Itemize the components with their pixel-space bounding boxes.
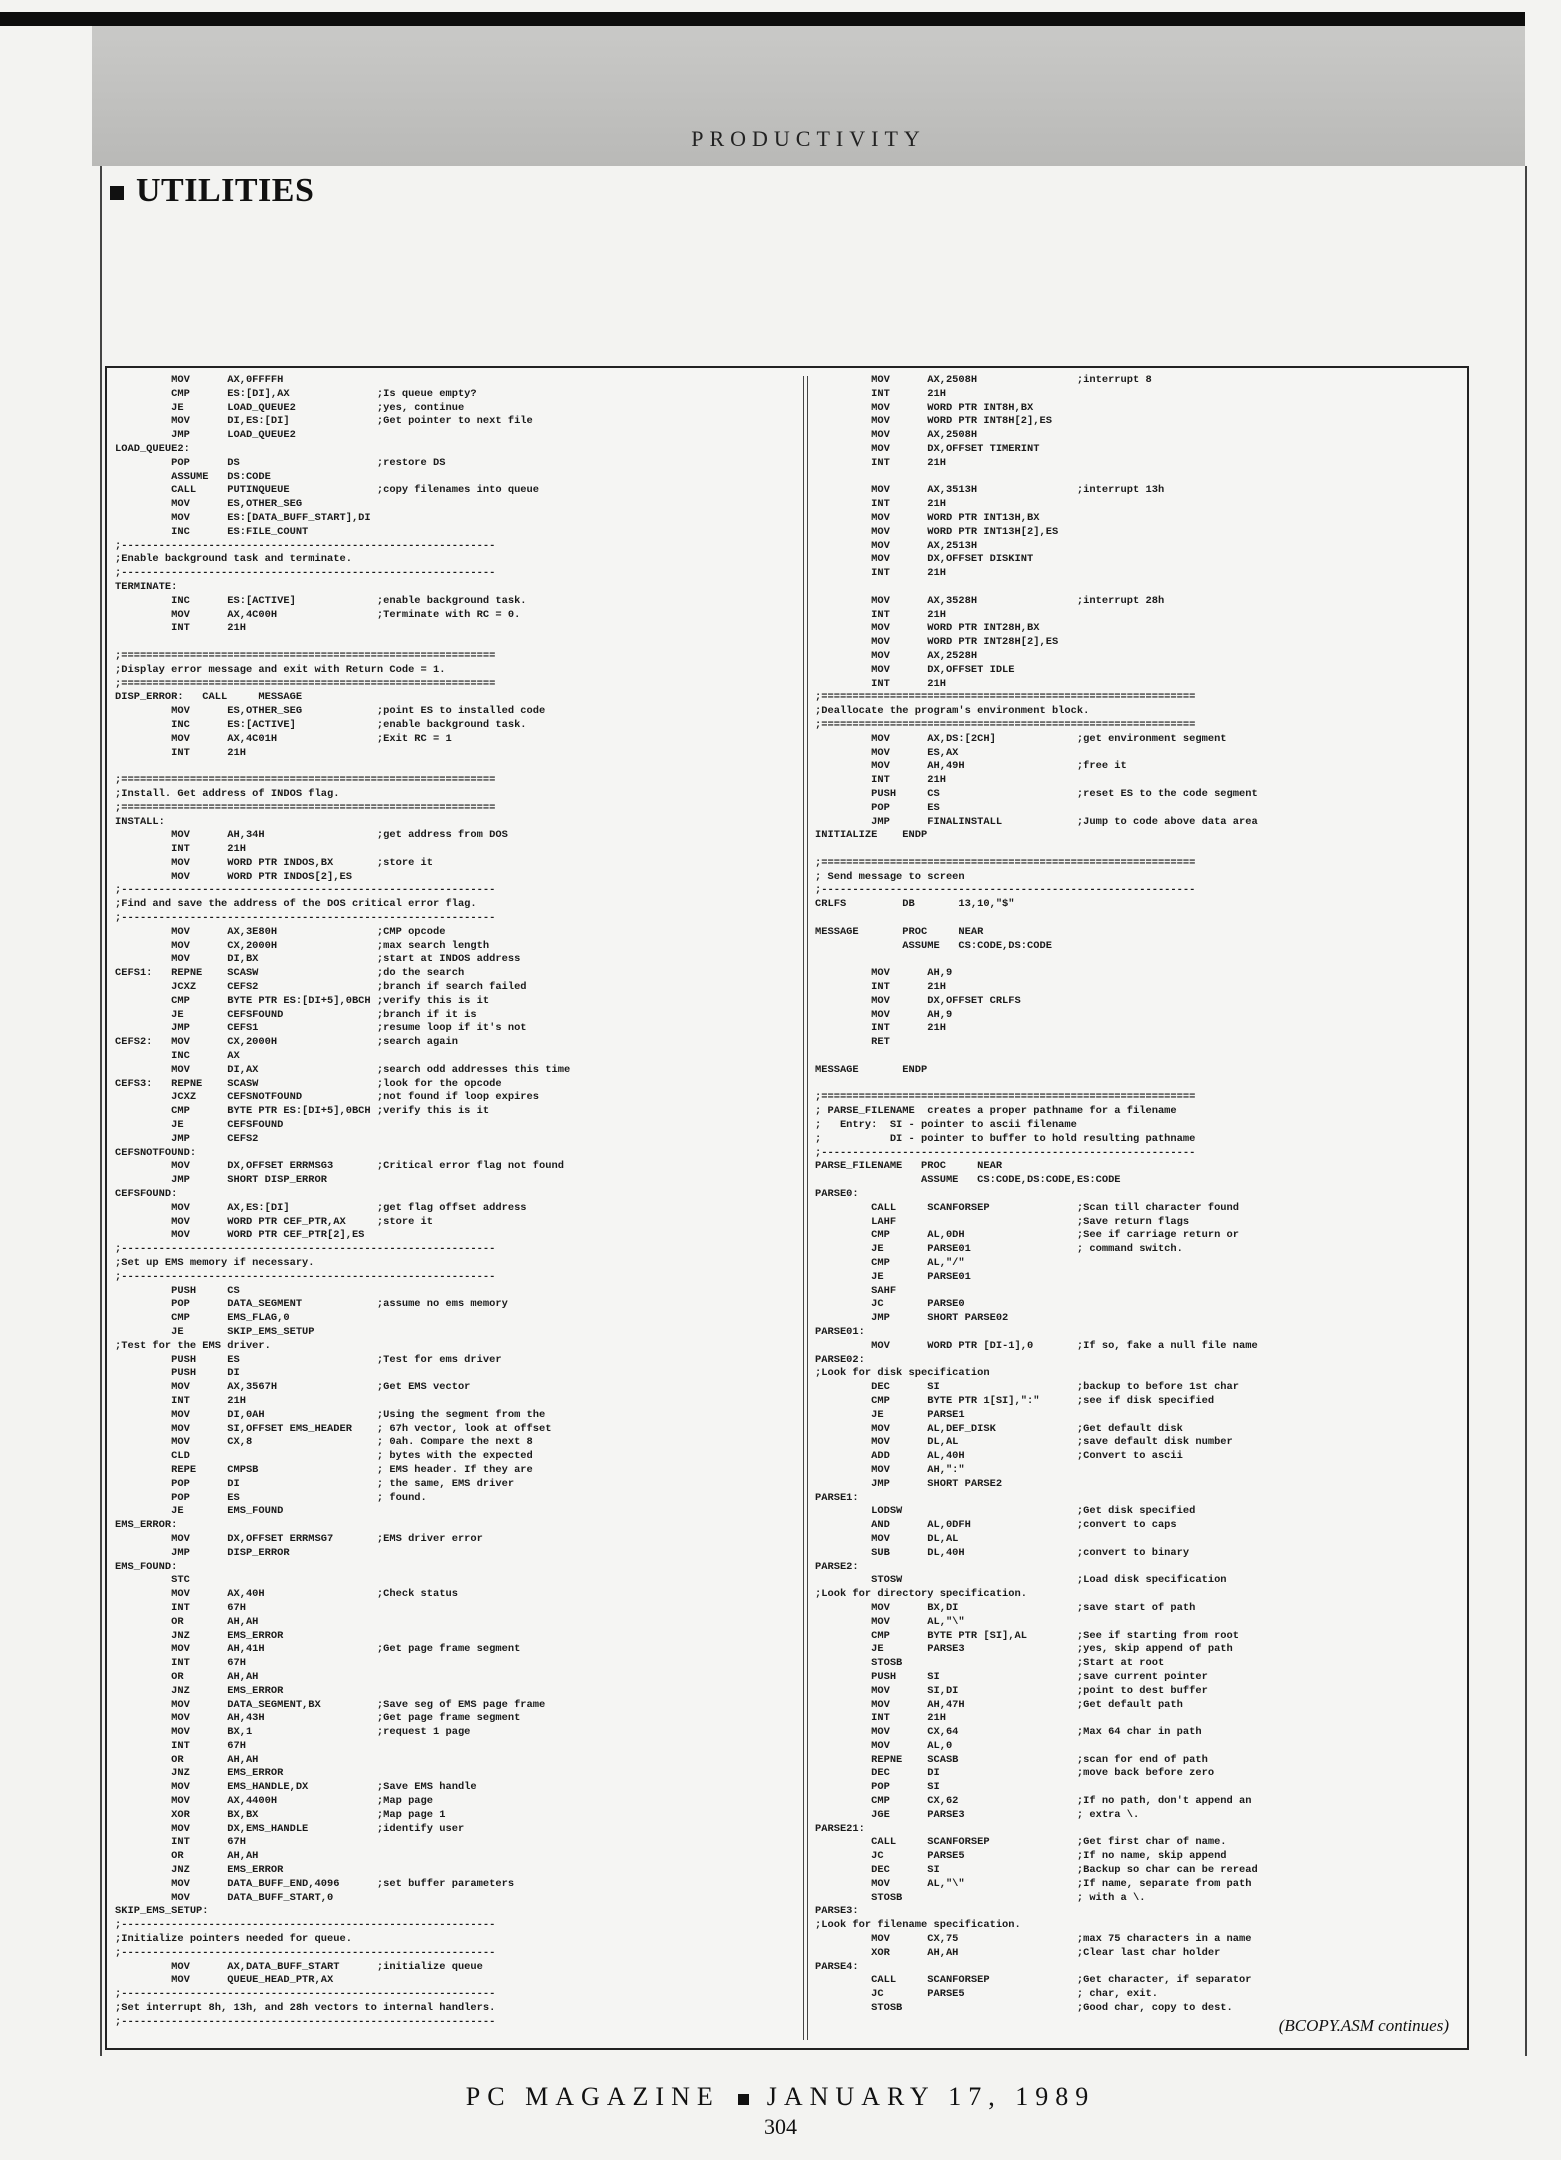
code-listing-box [105,366,1469,2050]
square-separator-icon [738,2094,749,2105]
magazine-name: PC MAGAZINE [465,2082,720,2111]
header-band [92,26,1525,166]
section-label: PRODUCTIVITY [691,126,926,151]
continues-note: (BCOPY.ASM continues) [1278,2016,1449,2035]
column-divider [803,376,808,2040]
top-rule [0,12,1525,26]
issue-date: JANUARY 17, 1989 [766,2082,1096,2111]
footer-line [0,2082,1561,2112]
page-number: 304 [764,2114,797,2139]
code-right: MOV AX,2508H ;interrupt 8 INT 21H MOV WORD PTR INT8H,BX MOV WORD PTR INT8H[2],ES MOV AX,2508H MOV DX,OFFSET TIMERINT INT 21H MOV AX,3513H ;interrupt 13h INT 21H MOV WORD PTR INT13H,BX MOV WORD PTR INT13H[2],ES MOV AX,2513H MOV DX,OFFSET DISKINT INT 21H MOV AX,3528H ;interrupt 28h INT 21H MOV WORD PTR INT28H,BX MOV WORD PTR INT28H[2],ES MOV AX,2528H MOV DX,OFFSET IDLE INT 21H ;============================================================ ;Deallocate the program's environment block. ;============================================================ MOV AX,DS:[2CH] ;get environment segment MOV ES,AX MOV AH,49H ;free it INT 21H PUSH CS ;reset ES to the code segment POP ES JMP FINALINSTALL ;Jump to code above data area INITIALIZE ENDP ;============================================================ ; Send message to screen ;------------------------------------------------------------ CRLFS DB 13,10,"$" MESSAGE PROC NEAR ASSUME CS:CODE,DS:CODE MOV AH,9 INT 21H MOV DX,OFFSET CRLFS MOV AH,9 INT 21H RET MESSAGE ENDP ;============================================================ ; PARSE_FILENAME creates a proper pathname for a filename ; Entry: SI - pointer to ascii filename ; DI - pointer to buffer to hold resulting pathname ;------------------------------------------------------------ PARSE_FILENAME PROC NEAR ASSUME CS:CODE,DS:CODE,ES:CODE PARSE0: CALL SCANFORSEP ;Scan till character found LAHF ;Save return flags CMP AL,0DH ;See if carriage return or JE PARSE01 ; command switch. CMP AL,"/" JE PARSE01 SAHF JC PARSE0 JMP SHORT PARSE02 PARSE01: MOV WORD PTR [DI-1],0 ;If so, fake a null file name PARSE02: ;Look for disk specification DEC SI ;backup to before 1st char CMP BYTE PTR 1[SI],":" ;see if disk specified JE PARSE1 MOV AL,DEF_DISK ;Get default disk MOV DL,AL ;save default disk number ADD AL,40H ;Convert to ascii MOV AH,":" JMP SHORT PARSE2 PARSE1: LODSW ;Get disk specified AND AL,0DFH ;convert to caps MOV DL,AL SUB DL,40H ;convert to binary PARSE2: STOSW ;Load disk specification ;Look for directory specification. MOV BX,DI ;save start of path MOV AL,"\" CMP BYTE PTR [SI],AL ;See if starting from root JE PARSE3 ;yes, skip append of path STOSB ;Start at root PUSH SI ;save current pointer MOV SI,DI ;point to dest buffer MOV AH,47H ;Get default path INT 21H MOV CX,64 ;Max 64 char in path MOV AL,0 REPNE SCASB ;scan for end of path DEC DI ;move back before zero POP SI CMP CX,62 ;If no path, don't append an JGE PARSE3 ; extra \. PARSE21: CALL SCANFORSEP ;Get first char of name. JC PARSE5 ;If no name, skip append DEC SI ;Backup so char can be reread MOV AL,"\" ;If name, separate from path STOSB ; with a \. PARSE3: ;Look for filename specification. MOV CX,75 ;max 75 characters in a name XOR AH,AH ;Clear last char holder PARSE4: CALL SCANFORSEP ;Get character, if separator JC PARSE5 ; char, exit. STOSB ;Good char, copy to dest. [815,374,1258,2015]
listing-left-column [115,374,799,2030]
code-left: MOV AX,0FFFFH CMP ES:[DI],AX ;Is queue empty? JE LOAD_QUEUE2 ;yes, continue MOV DI,ES:[DI] ;Get pointer to next file JMP LOAD_QUEUE2 LOAD_QUEUE2: POP DS ;restore DS ASSUME DS:CODE CALL PUTINQUEUE ;copy filenames into queue MOV ES,OTHER_SEG MOV ES:[DATA_BUFF_START],DI INC ES:FILE_COUNT ;------------------------------------------------------------ ;Enable background task and terminate. ;------------------------------------------------------------ TERMINATE: INC ES:[ACTIVE] ;enable background task. MOV AX,4C00H ;Terminate with RC = 0. INT 21H ;============================================================ ;Display error message and exit with Return Code = 1. ;============================================================ DISP_ERROR: CALL MESSAGE MOV ES,OTHER_SEG ;point ES to installed code INC ES:[ACTIVE] ;enable background task. MOV AX,4C01H ;Exit RC = 1 INT 21H ;============================================================ ;Install. Get address of INDOS flag. ;============================================================ INSTALL: MOV AH,34H ;get address from DOS INT 21H MOV WORD PTR INDOS,BX ;store it MOV WORD PTR INDOS[2],ES ;------------------------------------------------------------ ;Find and save the address of the DOS critical error flag. ;------------------------------------------------------------ MOV AX,3E80H ;CMP opcode MOV CX,2000H ;max search length MOV DI,BX ;start at INDOS address CEFS1: REPNE SCASW ;do the search JCXZ CEFS2 ;branch if search failed CMP BYTE PTR ES:[DI+5],0BCH ;verify this is it JE CEFSFOUND ;branch if it is JMP CEFS1 ;resume loop if it's not CEFS2: MOV CX,2000H ;search again INC AX MOV DI,AX ;search odd addresses this time CEFS3: REPNE SCASW ;look for the opcode JCXZ CEFSNOTFOUND ;not found if loop expires CMP BYTE PTR ES:[DI+5],0BCH ;verify this is it JE CEFSFOUND JMP CEFS2 CEFSNOTFOUND: MOV DX,OFFSET ERRMSG3 ;Critical error flag not found JMP SHORT DISP_ERROR CEFSFOUND: MOV AX,ES:[DI] ;get flag offset address MOV WORD PTR CEF_PTR,AX ;store it MOV WORD PTR CEF_PTR[2],ES ;------------------------------------------------------------ ;Set up EMS memory if necessary. ;------------------------------------------------------------ PUSH CS POP DATA_SEGMENT ;assume no ems memory CMP EMS_FLAG,0 JE SKIP_EMS_SETUP ;Test for the EMS driver. PUSH ES ;Test for ems driver PUSH DI MOV AX,3567H ;Get EMS vector INT 21H MOV DI,0AH ;Using the segment from the MOV SI,OFFSET EMS_HEADER ; 67h vector, look at offset MOV CX,8 ; 0ah. Compare the next 8 CLD ; bytes with the expected REPE CMPSB ; EMS header. If they are POP DI ; the same, EMS driver POP ES ; found. JE EMS_FOUND EMS_ERROR: MOV DX,OFFSET ERRMSG7 ;EMS driver error JMP DISP_ERROR EMS_FOUND: STC MOV AX,40H ;Check status INT 67H OR AH,AH JNZ EMS_ERROR MOV AH,41H ;Get page frame segment INT 67H OR AH,AH JNZ EMS_ERROR MOV DATA_SEGMENT,BX ;Save seg of EMS page frame MOV AH,43H ;Get page frame segment MOV BX,1 ;request 1 page INT 67H OR AH,AH JNZ EMS_ERROR MOV EMS_HANDLE,DX ;Save EMS handle MOV AX,4400H ;Map page XOR BX,BX ;Map page 1 MOV DX,EMS_HANDLE ;identify user INT 67H OR AH,AH JNZ EMS_ERROR MOV DATA_BUFF_END,4096 ;set buffer parameters MOV DATA_BUFF_START,0 SKIP_EMS_SETUP: ;------------------------------------------------------------ ;Initialize pointers needed for queue. ;------------------------------------------------------------ MOV AX,DATA_BUFF_START ;initialize queue MOV QUEUE_HEAD_PTR,AX ;------------------------------------------------------------ ;Set interrupt 8h, 13h, and 28h vectors to internal handlers. ;------------------------------------------------------------ [115,374,571,2028]
category-heading [110,172,314,210]
listing-right-column [815,374,1463,2016]
category-title: UTILITIES [136,172,315,209]
square-bullet-icon [110,186,124,200]
